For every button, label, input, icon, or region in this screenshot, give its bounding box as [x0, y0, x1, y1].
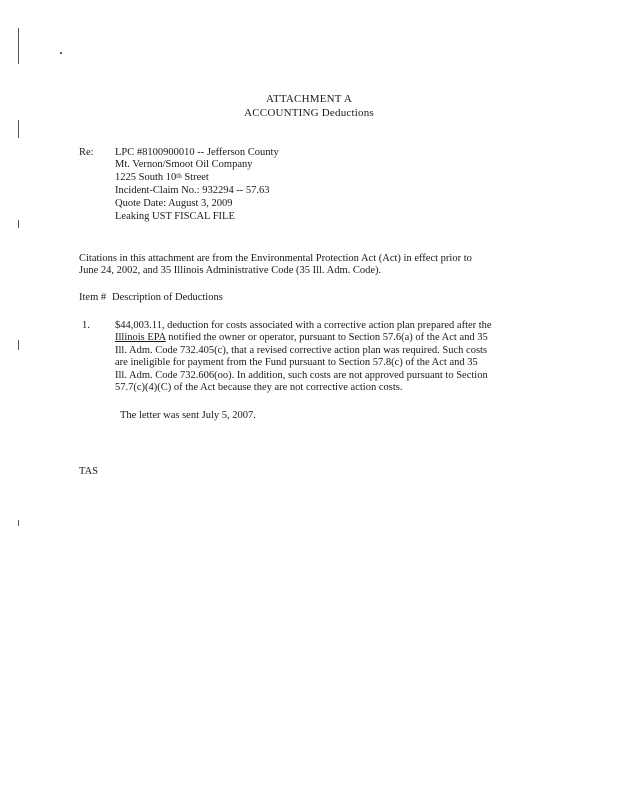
- item-line: Ill. Adm. Code 732.405(c), that a revised corrective action plan was required. Such costs: [115, 344, 488, 356]
- scan-edge-mark: [18, 520, 19, 526]
- author-initials: TAS: [79, 466, 98, 477]
- scan-edge-mark: [18, 28, 19, 64]
- re-line-address-text: 1225 South 10: [115, 172, 177, 183]
- item-line-rest: notified the owner or operator, pursuant to Section 57.6(a) of the Act and 35: [165, 332, 488, 344]
- scan-edge-mark: [18, 340, 19, 350]
- re-line-file: Leaking UST FISCAL FILE: [115, 211, 235, 222]
- re-line-lpc: LPC #8100900010 -- Jefferson County: [115, 147, 279, 158]
- scan-edge-mark: [60, 52, 62, 54]
- item-line: 57.7(c)(4)(C) of the Act because they are not corrective action costs.: [115, 382, 403, 394]
- re-label: Re:: [79, 147, 94, 158]
- item-line: are ineligible for payment from the Fund pursuant to Section 57.8(c) of the Act and 35: [115, 357, 478, 369]
- re-line-quote-date: Quote Date: August 3, 2009: [115, 198, 233, 209]
- description-column-header: Description of Deductions: [112, 292, 223, 303]
- item-description: [115, 320, 492, 394]
- item-column-header: Item #: [79, 292, 107, 303]
- item-line-underlined: Illinois EPA: [115, 332, 166, 344]
- letter-note: The letter was sent July 5, 2007.: [120, 410, 256, 421]
- citations-paragraph: [79, 253, 472, 278]
- item-line: Ill. Adm. Code 732.606(oo). In addition, such costs are not approved pursuant to Section: [115, 369, 488, 381]
- re-line-address-sup: th: [176, 172, 182, 180]
- re-line-company: Mt. Vernon/Smoot Oil Company: [115, 159, 253, 170]
- re-line-incident: Incident-Claim No.: 932294 -- 57.63: [115, 185, 270, 196]
- citations-line: June 24, 2002, and 35 Illinois Administrative Code (35 Ill. Adm. Code).: [79, 265, 382, 277]
- re-line-address: [115, 172, 209, 184]
- scan-edge-mark: [18, 220, 19, 228]
- scan-edge-mark: [18, 120, 19, 138]
- attachment-subtitle: ACCOUNTING Deductions: [244, 107, 374, 119]
- re-line-address-suffix: Street: [181, 172, 209, 183]
- citations-line: Citations in this attachment are from the Environmental Protection Act (Act) in effect prior to: [79, 253, 472, 264]
- item-line: $44,003.11, deduction for costs associated with a corrective action plan prepared after the: [115, 320, 492, 331]
- item-number: 1.: [82, 320, 90, 331]
- item-line: [115, 332, 492, 344]
- attachment-title: ATTACHMENT A: [266, 93, 352, 105]
